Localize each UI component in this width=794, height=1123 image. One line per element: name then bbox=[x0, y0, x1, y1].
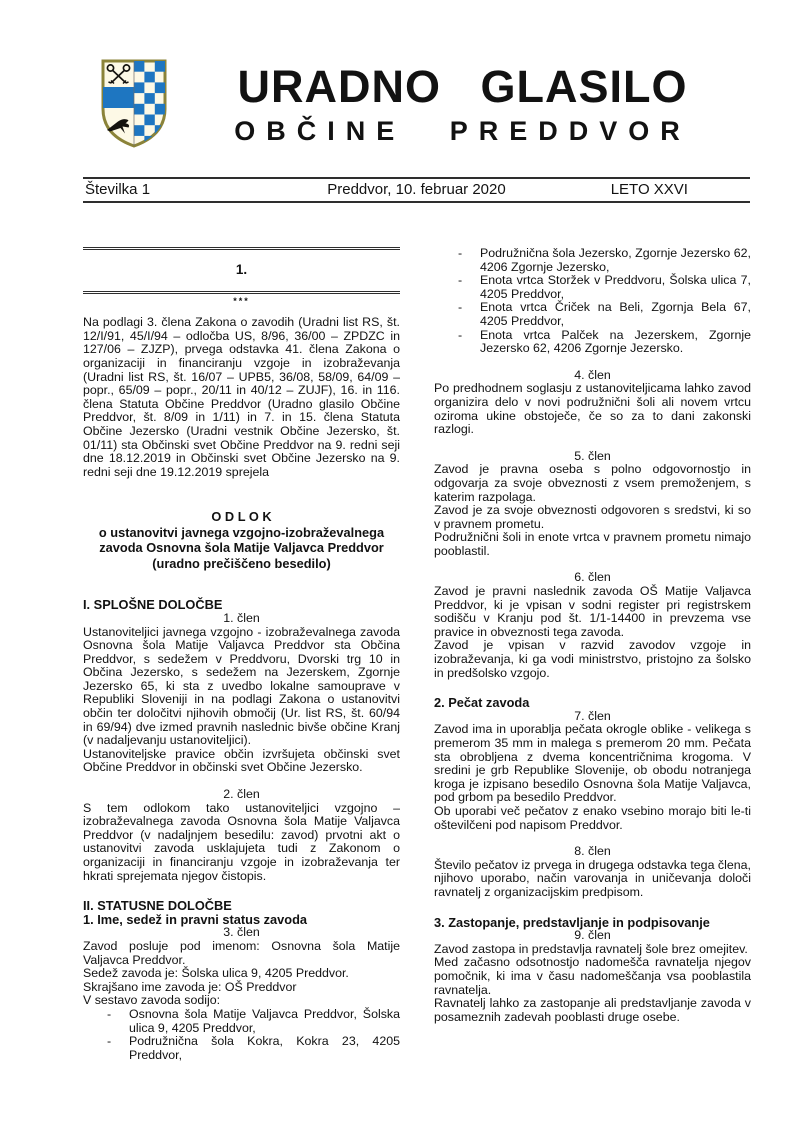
article7-paragraph2: Ob uporabi več pečatov z enako vsebino morajo biti le-ti oštevilčeni pod napisom Preddvor. bbox=[434, 803, 751, 832]
preamble-paragraph: Na podlagi 3. člena Zakona o zavodih (Uradni list RS, št. 12/I/91, 45/I/94 – odločba US, 8/96, 36/00 – ZPDZC in 127/06 – ZJZP), prvega odstavka 41. člena Zakona o organizaciji in financiranju vzgoje in izobraževanja (Uradni list RS, št. 16/07 – UPB5, 36/08, 58/09, 64/09 – popr., 65/09 – popr., 20/11 in 40/12 – ZUJF), 16. in 116. člena Statuta Občine Preddvor (Uradno glasilo Občine Preddvor, št. 8/09 in 1/11) in 7. in 15. člena Statuta Občine Jezersko (Uradni vestnik Občine Jezersko, št. 01/11) sta Občinski svet Občine Preddvor na 9. redni seji dne 18.12.2019 in Občinski svet Občine Jezersko na 9. redni seji dne 19.12.2019 sprejela bbox=[83, 315, 400, 479]
article5-heading: 5. člen bbox=[574, 448, 611, 463]
article7-heading: 7. člen bbox=[574, 708, 611, 723]
issue-info-bar bbox=[83, 177, 750, 203]
article1-heading: 1. člen bbox=[223, 610, 260, 625]
list-item bbox=[434, 329, 751, 356]
stars-separator: *** bbox=[233, 295, 250, 306]
article2-paragraph1: S tem odlokom tako ustanoviteljici vzgojno – izobraževalnega zavoda Osnovna šola Matije Valjavca Preddvor (v nadaljnjem besedilu: zavod) prvotni akt o ustanovitvi zavoda usklajujeta tudi z Zakonom o organizaciji in financiranju vzgoje in izobraževanja ter hkrati sprejemata njegov čistopis. bbox=[83, 800, 400, 883]
decree-title-line3: zavoda Osnovna šola Matije Valjavca Preddvor bbox=[99, 540, 384, 556]
list-item bbox=[83, 1035, 400, 1062]
list-item-text: Podružnična šola Kokra, Kokra 23, 4205 Preddvor, bbox=[129, 1034, 400, 1062]
article6-heading: 6. člen bbox=[574, 570, 611, 585]
section2-heading: 2. Pečat zavoda bbox=[434, 695, 530, 711]
list-item-text: Podružnična šola Jezersko, Zgornje Jezersko 62, 4206 Zgornje Jezersko, bbox=[480, 246, 751, 274]
chapter1-heading: I. SPLOŠNE DOLOČBE bbox=[83, 597, 223, 613]
article3-paragraph3: Skrajšano ime zavoda je: OŠ Preddvor bbox=[83, 979, 297, 994]
gazette-title: URADNO GLASILO bbox=[237, 61, 688, 112]
gazette-subtitle: OBČINE PREDDVOR bbox=[234, 116, 691, 146]
article6-paragraph1: Zavod je pravni naslednik zavoda OŠ Matije Valjavca Preddvor, ki je vpisan v sodni register pri registrskem sodišču v Kranju pod št. 1/1-14400 in prevzema vse pravice in obveznosti tega zavoda. bbox=[434, 584, 751, 639]
article3-paragraph2: Sedež zavoda je: Šolska ulica 9, 4205 Preddvor. bbox=[83, 966, 349, 981]
article1-paragraph2: Ustanoviteljske pravice občin izvršujeta občinski svet Občine Preddvor in občinski svet Občine Jezersko. bbox=[83, 746, 400, 775]
volume-year: LETO XXVI bbox=[610, 181, 688, 198]
article5-paragraph3: Podružnični šoli in enote vrtca v pravnem prometu nimajo pooblastil. bbox=[434, 530, 751, 558]
dash-bullet: - bbox=[107, 1034, 112, 1049]
double-rule-bottom bbox=[83, 291, 400, 294]
dash-bullet: - bbox=[458, 300, 463, 315]
decree-title-line2: o ustanovitvi javnega vzgojno-izobraževalnega bbox=[98, 524, 385, 540]
issue-number: Številka 1 bbox=[85, 181, 151, 198]
decree-title-line1: O D L O K bbox=[211, 509, 272, 525]
article1-paragraph1: Ustanoviteljici javnega vzgojno - izobraževalnega zavoda Osnovna šola Matije Valjavca Preddvor sta Občina Preddvor, s sedežem v Preddvoru, Dvorski trg 10 in Občina Jezersko, s sedežem na Jezerskem, Zgornje Jezersko 65, ki sta z uvedbo lokalne samouprave v Republiki Sloveniji in na podlagi Zakona o ustanovitvi občin ter določitvi njihovih območij (Ur. list RS, št. 60/94 in 69/94) dve izmed pravnih naslednic bivše občine Kranj (v nadaljevanju ustanoviteljici). bbox=[83, 624, 400, 748]
list-item-text: Osnovna šola Matije Valjavca Preddvor, Šolska ulica 9, 4205 Preddvor, bbox=[129, 1006, 400, 1035]
right-column bbox=[434, 247, 751, 1024]
list-item bbox=[83, 1008, 400, 1035]
list-item-text: Enota vrtca Čriček na Beli, Zgornja Bela 67, 4205 Preddvor, bbox=[480, 300, 751, 328]
entry-number: 1. bbox=[235, 262, 248, 277]
section3-heading: 3. Zastopanje, predstavljanje in podpisovanje bbox=[434, 914, 710, 930]
list-item bbox=[434, 301, 751, 328]
article9-paragraph2: Med začasno odsotnostjo nadomešča ravnatelja njegov pomočnik, ki ima v času nadomeščanja vsa pooblastila ravnatelja. bbox=[434, 955, 751, 997]
dash-bullet: - bbox=[458, 246, 463, 260]
place-and-date: Preddvor, 10. februar 2020 bbox=[327, 181, 506, 198]
article4-paragraph1: Po predhodnem soglasju z ustanoviteljicama lahko zavod organizira delo v novi podružnični šoli ali novem vrtcu oziroma ukine obstoječe, če so za to dani zakonski razlogi. bbox=[434, 381, 751, 437]
municipal-coat-of-arms-icon bbox=[99, 57, 169, 149]
article5-paragraph2: Zavod je za svoje obveznosti odgovoren s sredstvi, ki so v pravnem prometu. bbox=[434, 503, 751, 531]
article5-paragraph1: Zavod je pravna oseba s polno odgovornostjo in odgovarja za svoje obveznosti z vsem premoženjem, s katerim razpolaga. bbox=[434, 462, 751, 504]
school-units-list-continued bbox=[434, 247, 751, 356]
article3-heading: 3. člen bbox=[223, 925, 260, 940]
article3-paragraph4: V sestavo zavoda sodijo: bbox=[83, 993, 221, 1008]
article2-heading: 2. člen bbox=[223, 787, 260, 802]
list-item-text: Enota vrtca Storžek v Preddvoru, Šolska ulica 7, 4205 Preddvor, bbox=[480, 273, 751, 301]
double-rule-top bbox=[83, 247, 400, 250]
article6-paragraph2: Zavod je vpisan v razvid zavodov vzgoje in izobraževanja, ki ga vodi ministrstvo, pristojno za šolsko in predšolsko vzgojo. bbox=[434, 638, 751, 680]
masthead bbox=[175, 61, 750, 146]
article8-paragraph1: Število pečatov iz prvega in drugega odstavka tega člena, njihovo uporabo, način varovanja in uničevanja določi ravnatelj z organizacijskim predpisom. bbox=[434, 857, 751, 899]
decree-title bbox=[83, 509, 400, 571]
list-item bbox=[434, 274, 751, 301]
chapter2-subheading: 1. Ime, sedež in pravni status zavoda bbox=[83, 911, 308, 927]
article9-paragraph1: Zavod zastopa in predstavlja ravnatelj šole brez omejitev. bbox=[434, 941, 748, 956]
article7-paragraph1: Zavod ima in uporablja pečata okrogle oblike - velikega s premerom 35 mm in malega s premerom 20 mm. Pečata sta obrobljena z dvema koncentričnima krogoma. V sredini je grb Republike Slovenije, ob obodu notranjega kroga je izpisano besedilo Osnovna šola Matije Valjavca, pod grbom pa besedilo Preddvor. bbox=[434, 722, 751, 805]
list-item bbox=[434, 247, 751, 274]
article3-paragraph1: Zavod posluje pod imenom: Osnovna šola Matije Valjavca Preddvor. bbox=[83, 938, 400, 967]
left-column bbox=[83, 247, 400, 1062]
article4-heading: 4. člen bbox=[574, 367, 611, 382]
list-item-text: Enota vrtca Palček na Jezerskem, Zgornje Jezersko 62, 4206 Zgornje Jezersko. bbox=[480, 327, 751, 356]
school-units-list bbox=[83, 1008, 400, 1062]
decree-title-line4: (uradno prečiščeno besedilo) bbox=[152, 555, 331, 571]
article8-heading: 8. člen bbox=[574, 844, 611, 859]
chapter2-heading: II. STATUSNE DOLOČBE bbox=[83, 898, 232, 914]
dash-bullet: - bbox=[107, 1006, 112, 1021]
dash-bullet: - bbox=[458, 273, 463, 288]
dash-bullet: - bbox=[458, 327, 463, 342]
article9-paragraph3: Ravnatelj lahko za zastopanje ali predstavljanje zavoda v posameznih zadevah pooblasti druge osebe. bbox=[434, 996, 751, 1024]
article9-heading: 9. člen bbox=[574, 928, 611, 943]
